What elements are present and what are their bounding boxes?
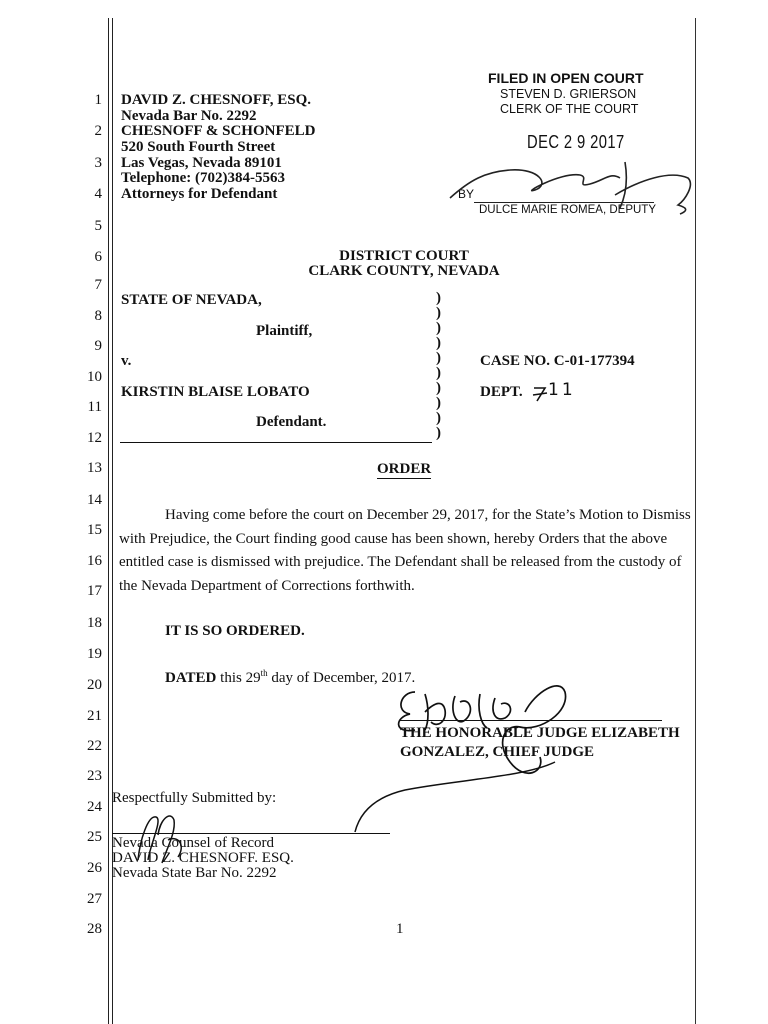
line-number: 1 (94, 92, 102, 108)
dept-handwritten-number: 11 (548, 380, 576, 400)
law-firm: CHESNOFF & SCHONFELD (121, 123, 316, 139)
stamp-deputy: DULCE MARIE ROMEA, DEPUTY (479, 204, 656, 216)
so-ordered: IT IS SO ORDERED. (165, 623, 305, 639)
line-number: 4 (94, 186, 102, 202)
caption-paren: ) (436, 380, 441, 396)
line-number: 18 (87, 615, 102, 631)
line-number: 3 (94, 155, 102, 171)
dated-label: DATED (165, 670, 217, 686)
judge-title-line-2: GONZALEZ, CHIEF JUDGE (400, 744, 595, 760)
caption-paren: ) (436, 410, 441, 426)
dated-text-day: this 29 (220, 670, 261, 686)
line-number: 26 (87, 860, 102, 876)
line-number: 6 (94, 249, 102, 265)
line-number: 24 (87, 799, 102, 815)
dept-label: DEPT. (480, 384, 523, 400)
deputy-signature (440, 150, 700, 220)
dated-ordinal: th (260, 668, 268, 678)
defendant-label: Defendant. (256, 414, 327, 430)
line-number: 27 (87, 891, 102, 907)
attorney-role: Attorneys for Defendant (121, 186, 278, 202)
line-number: 16 (87, 553, 102, 569)
firm-phone: Telephone: (702)384-5563 (121, 170, 286, 186)
order-body-line: entitled case is dismissed with prejudice. The Defendant shall be released from the custody of (119, 554, 682, 570)
line-number: 22 (87, 738, 102, 754)
caption-underline (120, 442, 432, 443)
caption-paren: ) (436, 305, 441, 321)
plaintiff-name: STATE OF NEVADA, (121, 292, 262, 308)
stamp-filed: FILED IN OPEN COURT (488, 70, 644, 86)
defendant-name: KIRSTIN BLAISE LOBATO (121, 384, 310, 400)
stamp-clerk-title: CLERK OF THE COURT (500, 102, 639, 116)
firm-street: 520 South Fourth Street (121, 139, 276, 155)
court-county: CLARK COUNTY, NEVADA (308, 263, 500, 279)
order-body-line: Having come before the court on December 29, 2017, for the State’s Motion to Dismiss (165, 507, 691, 523)
caption-paren: ) (436, 320, 441, 336)
counsel-of-record: Nevada Counsel of Record (112, 835, 275, 851)
line-number: 14 (87, 492, 102, 508)
respectfully-submitted-label: Respectfully Submitted by: (112, 790, 277, 806)
stamp-clerk-name: STEVEN D. GRIERSON (500, 87, 637, 101)
submitting-attorney-bar: Nevada State Bar No. 2292 (112, 865, 277, 881)
line-number: 21 (87, 708, 102, 724)
line-number: 10 (87, 369, 102, 385)
line-number: 17 (87, 583, 102, 599)
line-number: 28 (87, 921, 102, 937)
caption-paren: ) (436, 425, 441, 441)
line-number: 8 (94, 308, 102, 324)
stamp-by: BY (458, 187, 475, 201)
dated-text-month: day of December, 2017. (271, 670, 416, 686)
line-number: 2 (94, 123, 102, 139)
order-body-line: with Prejudice, the Court finding good cause has been shown, hereby Orders that the above (119, 531, 668, 547)
line-number: 9 (94, 338, 102, 354)
line-number: 5 (94, 218, 102, 234)
versus: v. (121, 353, 132, 369)
line-number: 25 (87, 829, 102, 845)
order-title: ORDER (377, 461, 432, 477)
attorney-signature (118, 805, 198, 875)
judge-signature (345, 672, 585, 842)
page-number: 1 (396, 921, 404, 937)
line-number: 15 (87, 522, 102, 538)
judge-title-line-1: THE HONORABLE JUDGE ELIZABETH (400, 725, 680, 741)
caption-paren: ) (436, 350, 441, 366)
caption-paren: ) (436, 335, 441, 351)
line-number: 7 (94, 277, 102, 293)
line-number: 23 (87, 768, 102, 784)
line-number: 12 (87, 430, 102, 446)
caption-paren: ) (436, 365, 441, 381)
court-name: DISTRICT COURT (339, 248, 469, 264)
case-number: CASE NO. C-01-177394 (480, 353, 635, 369)
plaintiff-label: Plaintiff, (256, 323, 313, 339)
left-margin-rule-outer (108, 18, 109, 1024)
attorney-bar-number: Nevada Bar No. 2292 (121, 108, 257, 124)
firm-city: Las Vegas, Nevada 89101 (121, 155, 282, 171)
line-number: 11 (87, 399, 102, 415)
caption-paren: ) (436, 395, 441, 411)
line-number: 20 (87, 677, 102, 693)
submitting-attorney-name: DAVID Z. CHESNOFF. ESQ. (112, 850, 294, 866)
order-body-line: the Nevada Department of Corrections forthwith. (119, 578, 415, 594)
caption-paren: ) (436, 290, 441, 306)
stamp-date: DEC 2 9 2017 (527, 132, 625, 152)
attorney-name: DAVID Z. CHESNOFF, ESQ. (121, 92, 312, 108)
line-number: 19 (87, 646, 102, 662)
line-number: 13 (87, 460, 102, 476)
